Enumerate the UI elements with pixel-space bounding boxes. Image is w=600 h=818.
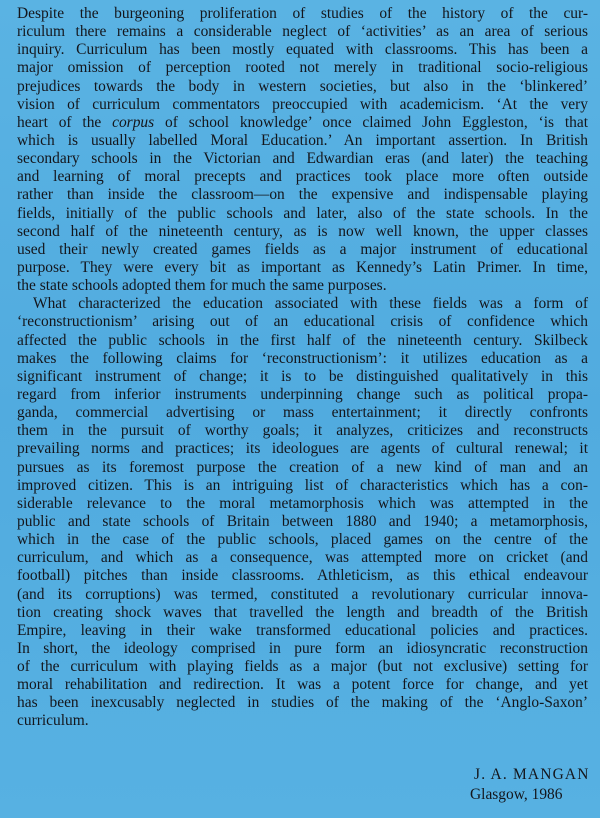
- paragraph-2: [17, 295, 588, 730]
- text-line: major omission of perception rooted not merely in traditional socio-religious: [17, 59, 588, 77]
- text-line: (and its corruptions) was termed, constituted a revolutionary curricular innova-: [17, 585, 588, 603]
- author-signature: [470, 765, 590, 805]
- author-name: J. A. MANGAN: [474, 766, 590, 783]
- text-line: makes the following claims for ‘reconstructionism’: it utilizes education as a: [17, 349, 588, 367]
- text-line: second half of the nineteenth century, as is now well known, the upper classes: [17, 222, 588, 240]
- text-line: the state schools adopted them for much the same purposes.: [17, 277, 387, 295]
- text-line: curriculum, and which as a consequence, was attempted more on cricket (and: [17, 549, 588, 567]
- text-line: prejudices towards the body in western societies, but also in the ‘blinkered’: [17, 77, 588, 95]
- text-line: curriculum.: [17, 712, 89, 730]
- text-line: Empire, leaving in their wake transformed educational policies and practices.: [17, 621, 588, 639]
- text-line: pursues as its foremost purpose the creation of a new kind of man and an: [17, 458, 588, 476]
- text-line: football) pitches than inside classrooms. Athleticism, as this ethical endeavour: [17, 567, 588, 585]
- text-line: has been inexcusably neglected in studies of the making of the ‘Anglo-Saxon’: [17, 694, 588, 712]
- text-line: them in the pursuit of worthy goals; it analyzes, criticizes and reconstructs: [17, 422, 588, 440]
- text-line: which is usually labelled Moral Education.’ An important assertion. In British: [17, 131, 588, 149]
- text-line: public and state schools of Britain between 1880 and 1940; a metamorphosis,: [17, 512, 588, 530]
- text-line: improved citizen. This is an intriguing list of characteristics which has a con-: [17, 476, 588, 494]
- text-line: of the curriculum with playing fields as a major (but not exclusive) setting for: [17, 658, 588, 676]
- text-line: affected the public schools in the first half of the nineteenth century. Skilbeck: [17, 331, 588, 349]
- text-line: prevailing norms and practices; its ideologues are agents of cultural renewal; it: [17, 440, 588, 458]
- text-line: In short, the ideology comprised in pure form an idiosyncratic reconstruction: [17, 639, 588, 657]
- text-line: regard from inferior instruments underpinning change such as political propa-: [17, 385, 588, 403]
- text-line: rather than inside the classroom—on the expensive and indispensable playing: [17, 186, 588, 204]
- paragraph-1: [17, 5, 588, 295]
- text-line: inquiry. Curriculum has been mostly equated with classrooms. This has been a: [17, 41, 588, 59]
- text-line: What characterized the education associated with these fields was a form of: [33, 295, 588, 313]
- text-line: purpose. They were every bit as important as Kennedy’s Latin Primer. In time,: [17, 258, 588, 276]
- text-line: which in the case of the public schools, placed games on the centre of the: [17, 531, 588, 549]
- text-line: tion creating shock waves that travelled the length and breadth of the British: [17, 603, 588, 621]
- text-line: siderable relevance to the moral metamorphosis which was attempted in the: [17, 494, 588, 512]
- text-line: and learning of moral precepts and practices took place more often outside: [17, 168, 588, 186]
- preface-text: [17, 5, 588, 731]
- text-line: ‘reconstructionism’ arising out of an educational crisis of confidence which: [17, 313, 588, 331]
- text-line: vision of curriculum commentators preoccupied with academicism. ‘At the very: [17, 95, 588, 113]
- text-line: moral rehabilitation and redirection. It was a potent force for change, and yet: [17, 676, 588, 694]
- text-line: heart of the corpus of school knowledge’ once claimed John Eggleston, ‘is that: [17, 113, 588, 131]
- text-line: secondary schools in the Victorian and Edwardian eras (and later) the teaching: [17, 150, 588, 168]
- text-line: Despite the burgeoning proliferation of studies of the history of the cur-: [17, 5, 588, 22]
- text-line: significant instrument of change; it is to be distinguished qualitatively in this: [17, 367, 588, 385]
- text-line: ganda, commercial advertising or mass entertainment; it directly confronts: [17, 404, 588, 422]
- text-line: fields, initially of the public schools and later, also of the state schools. In the: [17, 204, 588, 222]
- author-place-date: Glasgow, 1986: [470, 786, 563, 803]
- text-line: used their newly created games fields as a major instrument of educational: [17, 240, 588, 258]
- text-line: riculum there remains a considerable neglect of ‘activities’ as an area of serious: [17, 23, 588, 41]
